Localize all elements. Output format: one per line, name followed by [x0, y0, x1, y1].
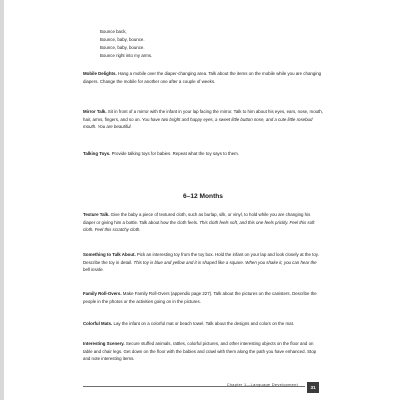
entry-title: Texture Talk. [83, 212, 110, 217]
page-number: 31 [307, 382, 319, 393]
entry-something-to-talk-about [83, 251, 323, 274]
entry-title: Interesting Scenery. [83, 341, 125, 346]
rhyme-line: Bounce, baby, bounce. [100, 45, 145, 51]
page-footer [0, 382, 400, 392]
rhyme-line: Bounce, baby, bounce. [100, 37, 145, 43]
entry-title: Something to Talk About. [83, 252, 136, 257]
entry-text: Secure stuffed animals, rattles, colorful pictures, and other interesting objects on the floor and on table and chair legs. Get down on the floor with the babies and crawl with them along the path you have enhanced. Stop and note interesting items. [83, 341, 317, 362]
entry-example: This cloth feels soft, and this one feels prickly. Feel this soft cloth. Feel this scratchy cloth. [83, 219, 315, 233]
entry-texture-talk [83, 211, 323, 234]
entry-family-roll-overs [83, 290, 323, 305]
bounce-rhyme [100, 28, 152, 60]
entry-example: This toy is blue and yellow and it is shaped like a square. When you shake it, you can hear the bell inside. [83, 259, 317, 273]
entry-title: Talking Toys. [83, 151, 111, 156]
entry-title: Family Roll-Overs. [83, 291, 122, 296]
entry-text: Lay the infant on a colorful mat or beach towel. Talk about the designs and colors on the mat. [112, 321, 295, 326]
entry-text: Pick an interesting toy from the toy box. Hold the infant on your lap and look closely at the toy. Describe the toy in detail. [83, 252, 319, 265]
entry-talking-toys [83, 150, 323, 158]
entry-text: Make Family Roll-Overs (appendix page 227). Talk about the pictures on the canisters. Describe the people in the photos or the activities going on in the pictures. [83, 291, 317, 304]
entry-mobile-delights [83, 70, 323, 85]
page-edge-shadow [0, 0, 4, 400]
entry-colorful-mats [83, 320, 323, 328]
entry-text: Hang a mobile over the diaper-changing area. Talk about the items on the mobile while you are changing diapers. Change the mobile for another one after a couple of weeks. [83, 71, 322, 84]
entry-example: two bright and happy eyes, a sweet little button nose, and a cute little rosebud mouth. You are beautiful. [83, 116, 313, 130]
rhyme-line: Bounce back, [100, 29, 127, 34]
chapter-label: Chapter 1—Language Development [226, 382, 298, 387]
entry-title: Colorful Mats. [83, 321, 113, 326]
section-heading: 6–12 Months [183, 193, 223, 200]
entry-title: Mobile Delights. [83, 71, 117, 76]
entry-text: Give the baby a piece of textured cloth, such as burlap, silk, or vinyl, to hold while you are changing his diaper or giving him a bottle. Talk about how the cloth feels. [83, 212, 311, 225]
entry-title: Mirror Talk. [83, 109, 107, 114]
entry-text: Sit in front of a mirror with the infant in your lap facing the mirror. Talk to him about his eyes, ears, nose, mouth, hair, arms, fingers, and so on. You have [83, 109, 323, 122]
entry-text: Provide talking toys for babies. Repeat what the toy says to them. [110, 151, 240, 156]
entry-interesting-scenery [83, 340, 323, 363]
entry-mirror-talk [83, 108, 323, 131]
rhyme-line: Bounce right into my arms. [100, 53, 153, 59]
